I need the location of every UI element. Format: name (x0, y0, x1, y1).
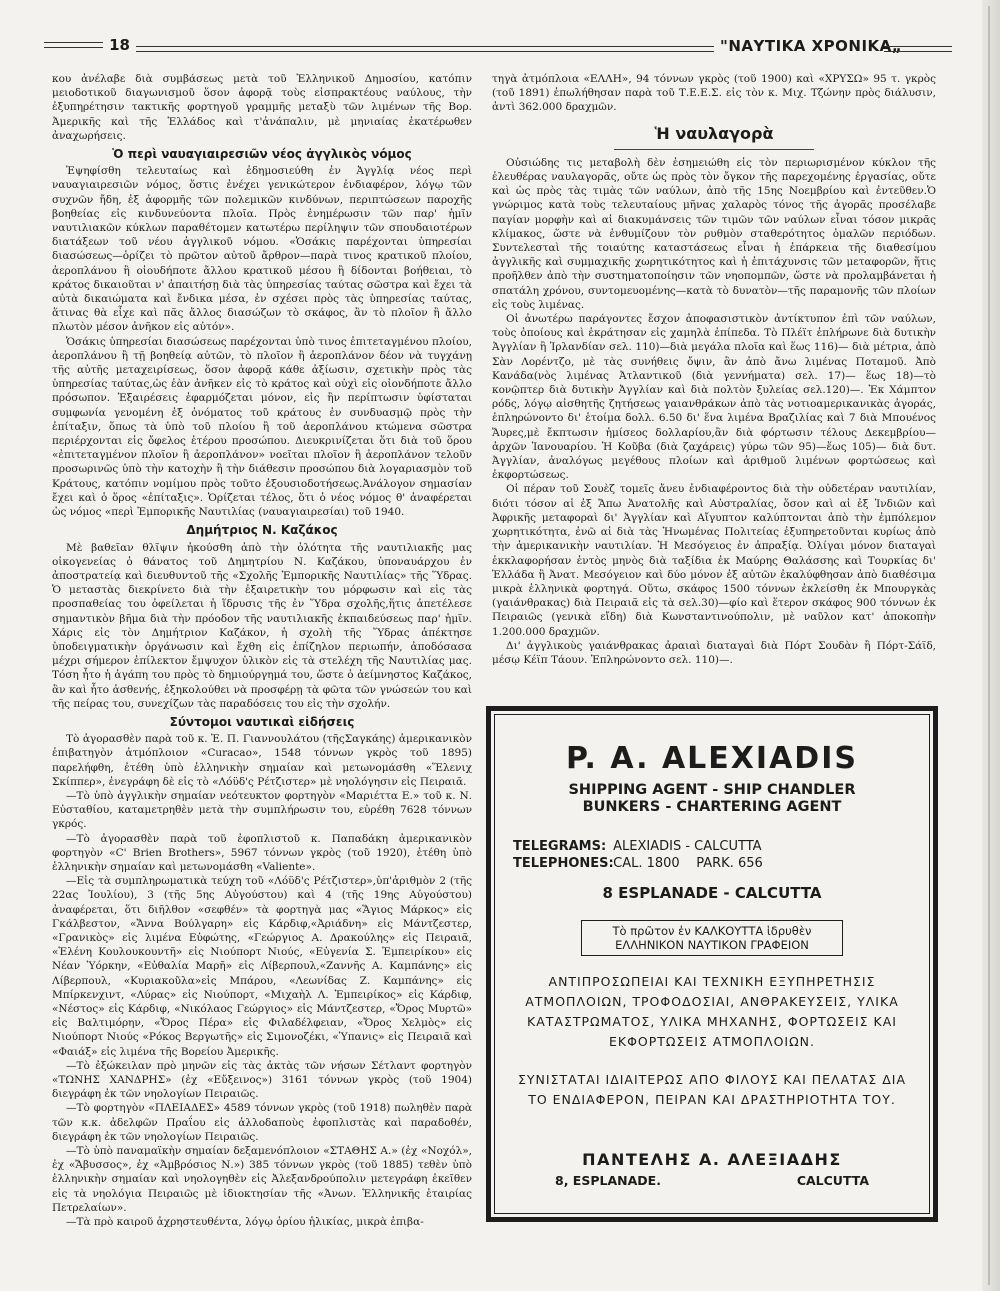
page-number-block (44, 36, 130, 54)
salvage-law-heading: Ὁ περὶ ναυαγιαιρεσιῶν νέος ἀγγλικὸς νόμος (112, 147, 412, 162)
ad-description: ΑΝΤΙΠΡΟΣΩΠΕΙΑΙ ΚΑΙ ΤΕΧΝΙΚΗ ΕΞΥΠΗΡΕΤΗΣΙΣ ΑΤΜΟΠΛΟΙΩΝ, ΤΡΟΦΟΔΟΣΙΑΙ, ΑΝΘΡΑΚΕΥΣΕΙΣ, ΥΛΙΚΑ ΚΑΤΑΣΤΡΩΜΑΤΟΣ, ΥΛΙΚΑ ΜΗΧΑΝΗΣ, ΦΟΡΤΩΣΕΙΣ ΚΑΙ ΕΚΦΟΡΤΩΣΕΙΣ ΑΤΜΟΠΛΟΙΩΝ. (525, 974, 899, 1049)
page-edge (982, 0, 1000, 1291)
page-header (44, 36, 952, 60)
ad-signature-address (555, 1173, 869, 1188)
ad-services-1: SHIPPING AGENT - SHIP CHANDLER (568, 782, 856, 798)
ad-telephones-row (513, 855, 929, 872)
salvage-paragraph-2: Ὁσάκις ὑπηρεσίαι διασώσεως παρέχονται ὑπὸ τινος ἐπιτεταγμένου πλοίου, ἀεροπλάνου ἢ τῇ βοηθείᾳ αὐτῶν, τὸ πλοῖον ἢ ἀεροπλάνον δέον νὰ τυγχάνῃ τῆς αὐτῆς μεταχειρίσεως, ὅσον ἀφορᾷ κάθε ἀξίωσιν, σχετικὴν πρὸς τὰς ὑπηρεσίας ταύτας,ὡς ἐὰν ἀνῆκεν εἰς τὸ κράτος καὶ οὐχὶ εἰς οἱονδήποτε ἄλλο πρόσωπον. Ἐξαιρέσεις ἐφαρμόζεται μόνον, εἰς ἣν περίπτωσιν ὑφίσταται συμφωνία γενομένη ἐξ ὀνόματος τοῦ κράτους ἐν συνδυασμῷ πρὸς τὴν ἐπίταξιν, ὅπως τὰ ὑπὸ τοῦ πλοίου ἢ τοῦ ἀεροπλάνου κτώμενα σῶστρα περιέρχονται εἰς ὄφελος ἑτέρου προσώπου. Διευκρινίζεται ὅτι διὰ τοῦ ὅρου «ἐπιτεταγμένον πλοῖον ἢ ἀεροπλάνον» νοεῖται πλοῖον ἢ ἀεροπλάνον τελοῦν προσωρινῶς ὑπὸ τὴν κατοχὴν ἢ τὴν διάθεσιν προσώπου διὰ λογαριασμὸν τοῦ Κράτους, κατόπιν νομίμου πρὸς τοῦτο ἐξουσιοδοτήσεως.Ἀνάλογον σημασίαν ἔχει καὶ ὁ ὅρος «ἐπίταξις». Ὁρίζεται τέλος, ὅτι ὁ νέος νόμος θ' ἀναφέρεται ὡς νόμος «περὶ Ἐμπορικῆς Ναυτιλίας (ναυαγιαιρεσίαι) τοῦ 1940. (52, 335, 472, 519)
header-rule-right (884, 46, 952, 52)
news-item: —Τὰ πρὸ καιροῦ ἀχρηστευθέντα, λόγῳ ὁρίου ἡλικίας, μικρὰ ἐπιβα- (66, 1216, 424, 1229)
ad-company-name: P. A. ALEXIADIS (566, 741, 858, 776)
charter-paragraph-1: Οὐσιώδης τις μεταβολὴ δὲν ἐσημειώθη εἰς τὸν περιωρισμένον κύκλον τῆς ἐλευθέρας ναυλαγορᾶς, οὔτε ὡς πρὸς τὸν ὄγκον τῆς παρεχομένης ἐργασίας, οὔτε καὶ ὡς πρὸς τὰς τιμὰς τῶν ναύλων, ἀπὸ τῆς 15ης Νοεμβρίου καὶ ἐντεῦθεν.Ὁ γνώριμος κατὰ τοὺς τελευταίους μῆνας χαλαρὸς τόνος τῆς ἀγορᾶς προσέλαβε παγίαν μορφὴν καὶ αἱ διακυμάνσεις τῶν τιμῶν τῶν ναύλων εἶναι τόσον μικρᾶς κλίμακος, ὥστε νὰ ἐνθυμίζουν τὸν ρυθμὸν σταθερότητος ὁμαλῶν περιόδων. Συντελεσταὶ τῆς τοιαύτης καταστάσεως εἶναι ἡ ἐπάρκεια τῆς διαθεσίμου ἀγγλικῆς καὶ συμμαχικῆς χωρητικότητος καὶ ἡ ἐπιτάχυνσις τῶν μεταφορῶν, ἥτις προῆλθεν ἀπὸ τὴν συστηματοποίησιν τῶν νηοπομπῶν, ὥστε νὰ προλαμβάνεται ἡ σπατάλη χρόνου, συντομευομένης—κατὰ τὸ δυνατὸν—τῆς παραμονῆς τῶν πλοίων εἰς τοὺς λιμένας. (492, 156, 936, 311)
news-item: —Τὸ ἀγορασθὲν παρὰ τοῦ ἐφοπλιστοῦ κ. Παπαδάκη ἀμερικανικὸν φορτηγὸν «C' Brien Brothers», 5967 τόννων γκρὸς (τοῦ 1920), ἐτέθη ὑπὸ ἑλληνικὴν σημαίαν καὶ μετωνομάσθη «Valiente». (52, 832, 472, 873)
page-number: 18 (109, 36, 130, 54)
charter-paragraph-3: Οἱ πέραν τοῦ Σουὲζ τομεῖς ἄνευ ἐνδιαφέροντος διὰ τὴν οὐδετέραν ναυτιλίαν, διότι τόσον αἱ ἐξ Ἄπω Ἀνατολῆς καὶ Αὐστραλίας, ὅσον καὶ αἱ ἐξ Ἰνδιῶν καὶ Ἀφρικῆς μεταφοραὶ δι' Ἀγγλίαν καὶ Αἴγυπτον καλύπτονται ἀπὸ τὴν ἐμπόλεμον χωρητικότητα, ἐνῶ αἱ διὰ τὰς Ἡνωμένας Πολιτείας ἐξυπηρετοῦνται κυρίως ἀπὸ τὴν ἀμερικανικὴν ναυτιλίαν. Ἡ Μεσόγειος ἐν ἀπραξίᾳ. Ὀλίγαι μόνον διαταγαὶ ἐκκλαφορήσαν ἐντὸς μηνὸς διὰ ταξίδια ἐκ Μαύρης Θαλάσσης καὶ Τουρκίας δι' Ἑλλάδα ἢ Ἀνατ. Μεσόγειον καὶ δύο μόνον ἐξ αὐτῶν ἐκαλύφθησαν ἀπὸ διαθέσιμα μικρὰ ἑλληνικὰ φορτηγά. Οὕτω, σκάφος 1500 τόννων ἐκλείσθη ἐκ Μπουργκὰς (γαιάνθρακας) διὰ Πειραιᾶ εἰς τὰ σελ.30)—φίο καὶ ἕτερον σκάφος 900 τόννων ἐκ Πειραιῶς (γενικὰ εἴδη) διὰ Κωνσταντινούπολιν, μὲ ναῦλον κατ' ἀποκοπὴν 1.200.000 δραχμῶν. (492, 483, 936, 638)
ad-box-line-1: Τὸ πρῶτον ἐν ΚΑΛΚΟΥΤΤΑ ἱδρυθὲν (612, 924, 812, 938)
ad-contacts (513, 838, 929, 872)
salvage-paragraph-1: Ἐψηφίσθη τελευταίως καὶ ἐδημοσιεύθη ἐν Ἀγγλίᾳ νέος περὶ ναυαγιαιρεσιῶν νόμος, ὅστις ἐνέχει γενικώτερον ἐνδιαφέρον, λόγῳ τῶν συχνῶν ἤδη, ἐξ ἀφορμῆς τῶν πολεμικῶν κινδύνων, περιπτώσεων παροχῆς βοηθείας εἰς κινδυνεύοντα πλοῖα. Πρὸς ἐνημέρωσιν τῶν παρ' ἡμῖν ναυτιλιακῶν κύκλων παραθέτομεν κατωτέρω περίληψιν τῶν σπουδαιοτέρων διατάξεων τοῦ νέου ἀγγλικοῦ νόμου. «Ὁσάκις παρέχονται ὑπηρεσίαι διασώσεως—ὁρίζει τὸ πρῶτον αὐτοῦ ἄρθρον—παρὰ τινος κρατικοῦ πλοίου, ἀεροπλάνου ἢ οἱουδήποτε ἄλλου κρατικοῦ μέσου ἢ δίδονται βοήθειαι, τὸ κράτος δικαιοῦται ν' ἀπαιτήσῃ διὰ τὰς ὑπηρεσίας ταύτας σῶστρα καὶ ἔχει τὰ αὐτὰ δικαιώματα καὶ ἔνδικα μέσα, ἐν σχέσει πρὸς τὰς ὑπηρεσίας ταύτας, ἅτινας θὰ εἶχε καὶ πᾶς ἄλλος διασώζων τὸ σκάφος, ἂν τὸ πλοῖον ἢ ἄλλο πλωτὸν μέσον ἀνῆκον εἰς αὐτόν». (52, 165, 472, 334)
ad-recommendation: ΣΥΝΙΣΤΑΤΑΙ ΙΔΙΑΙΤΕΡΩΣ ΑΠΟ ΦΙΛΟΥΣ ΚΑΙ ΠΕΛΑΤΑΣ ΔΙΑ ΤΟ ΕΝΔΙΑΦΕΡΟΝ, ΠΕΙΡΑΝ ΚΑΙ ΔΡΑΣΤΗΡΙΟΤΗΤΑ ΤΟΥ. (518, 1072, 906, 1107)
ad-telegrams-row (513, 838, 929, 855)
news-item: —Τὸ ὑπὸ παναμαϊκὴν σημαίαν δεξαμενόπλοιον «ΣΤΑΘΗΣ Α.» (ἐχ «Νοχόλ», ἐχ «Ἄβυσσος», ἐχ «Ἀμβρόσιος Ν.») 385 τόννων γκρὸς (τοῦ 1885) τεθὲν ὑπὸ ἑλληνικὴν σημαίαν καὶ νηολογηθὲν εἰς Ἀλεξανδρούπολιν μετεγράφη ἐκεῖθεν εἰς τὰ νηολόγια Πειραιῶς μὲ ἰδιοκτησίαν τῆς «Ἀνων. Ἑλληνικῆς ἑταιρίας Πετρελαίων». (52, 1145, 472, 1214)
news-item: —Τὸ ὑπὸ ἀγγλικὴν σημαίαν νεότευκτον φορτηγὸν «Μαριέττα Ε.» τοῦ κ. Ν. Εὐσταθίου, καταμετρηθὲν μετὰ τὴν συμπλήρωσιν του, εὑρέθη 7628 τόννων γκρός. (52, 789, 472, 831)
charter-market-heading: Ἡ ναυλαγορὰ (654, 123, 774, 143)
right-column (492, 72, 936, 667)
ad-telegrams-value: ALEXIADIS - CALCUTTA (613, 839, 762, 854)
ad-telephones-label: TELEPHONES: (513, 856, 614, 871)
ad-box-line-2: ΕΛΛΗΝΙΚΟΝ ΝΑΥΤΙΚΟΝ ΓΡΑΦΕΙΟΝ (615, 938, 809, 952)
obituary-paragraph: Μὲ βαθεῖαν θλῖψιν ἠκούσθη ἀπὸ τὴν ὁλότητα τῆς ναυτιλιακῆς μας οἰκογενείας ὁ θάνατος τοῦ Δημητρίου Ν. Καζάκου, ὑποναυάρχου ἐν ἀποστρατείᾳ καὶ διευθυντοῦ τῆς «Σχολῆς Ἐμπορικῆς Ναυτιλίας» τῆς Ὕδρας. Ὁ μεταστὰς διεκρίνετο διὰ τὴν ἐξαιρετικὴν του μόρφωσιν καὶ εἰς τὰς προσπαθείας του ὀφείλεται ἡ ἵδρυσις τῆς ἐν Ὕδρα σχολῆς,ἥτις ἀπετέλεσε σημαντικὸν βῆμα διὰ τὴν πρόοδον τῆς ναυτιλιακῆς ἐκπαιδεύσεως παρ' ἡμῖν. Χάρις εἰς τὸν Δημήτριον Καζάκον, ἡ σχολὴ τῆς Ὕδρας ἀπέκτησε ὑποδειγματικὴν ὀργάνωσιν καὶ ἔχθη εἰς ἐπίζηλον περιωπήν, ἀποδόσασα μέχρι σήμερον ἐπίλεκτον ἔμψυχον ὑλικὸν εἰς τὰ στελέχη τῆς Ναυτιλίας μας. Τόση ἦτο ἡ ἀγάπη του πρὸς τὸ δημιούργημά του, ὥστε ὁ ἀείμνηστος Καζάκος, ἂν καὶ ἦτο ἀσθενής, ἐξηκολούθει νὰ προσφέρῃ τὰ φῶτα τῶν γνώσεών του καὶ τῆς πείρας του, συνεχίζων τὰς παραδόσεις του εἰς τὴν σχολήν. (52, 541, 472, 710)
ad-telegrams-label: TELEGRAMS: (513, 839, 607, 854)
journal-title: "ΝΑΥΤΙΚΑ ΧΡΟΝΙΚΑ„ (720, 37, 903, 55)
right-intro-paragraph: τηγὰ ἀτμόπλοια «ΕΛΛΗ», 94 τόννων γκρὸς (τοῦ 1900) καὶ «ΧΡΥΣΩ» 95 τ. γκρὸς (τοῦ 1891) ἐπωλήθησαν παρὰ τοῦ Τ.Ε.Ε.Σ. εἰς τὸν κ. Μιχ. Τζώνην πρὸς διάλυσιν, ἀντὶ 362.000 δραχμῶν. (492, 73, 936, 114)
alexiadis-advertisement (486, 706, 938, 1222)
news-item: —Τὸ φορτηγὸν «ΠΛΕΙΑΔΕΣ» 4589 τόννων γκρὸς (τοῦ 1918) πωληθὲν παρὰ τῶν κ.κ. ἀδελφῶν Πραΐου εἰς ἀλλοδαποὺς ἐφοπλιστὰς καὶ παραδοθέν, διεγράφη ἐκ τῶν νηολογίων Πειραιῶς. (52, 1102, 472, 1143)
header-rule (136, 46, 714, 52)
charter-paragraph-4: Δι' ἀγγλικοὺς γαιάνθρακας ἀραιαὶ διαταγαὶ διὰ Πόρτ Σουδὰν ἢ Πόρτ-Σάϊδ, μέσῳ Κέϊπ Τάουν. Ἐπληρώνοντο σελ. 110)—. (492, 639, 936, 666)
left-column (52, 72, 472, 1229)
news-item: Τὸ ἀγορασθὲν παρὰ τοῦ κ. Ἐ. Π. Γιαννουλάτου (τῆςΣαγκάης) ἀμερικανικὸν ἐπιβατηγὸν ἀτμόπλοιον «Curacao», 1548 τόννων γκρὸς τοῦ 1895) παρελήφθη, ἐτέθη ὑπὸ ἑλληνικὴν σημαίαν καὶ μετωνομάσθη «Ἕλενιχ Σκίππερ», ἐνεγράφη δὲ εἰς τὸ «Λόϋδ'ς Ρέτζιστερ» μὲ νηολόγησιν εἰς Πειραιᾶ. (52, 733, 472, 788)
ad-signature-city: CALCUTTA (796, 1173, 869, 1188)
charter-paragraph-2: Οἱ ἀνωτέρω παράγοντες ἔσχον ἀποφασιστικὸν ἀντίκτυπον ἐπὶ τῶν ναύλων, τοὺς ὁποίους καὶ ἐκράτησαν εἰς χαμηλὰ ἐπίπεδα. Τὸ Πλέϊτ ἐπλήρωνε διὰ δυτικὴν Ἀγγλίαν ἢ Ἰρλανδίαν σελ. 110)—διὰ μεγάλα πλοῖα καὶ ἕως 116)— διὰ μέτρια, ἀπὸ Σὰν Λορέντζο, μὲ τὰς συνήθεις ὄψιν, ἂν ἀπὸ ἄνω λιμένας Ποταμοῦ. Ἀπὸ Κανάδα(νὸς λιμένας Ἀτλαντικοῦ (διὰ γεννήματα) σελ. 17)— ἕως 18)—τὸ κονῷπτερ διὰ δυτικὴν Ἀγγλίαν καὶ διὰ πολτὸν ξυλείας σελ.120)—. Ἐκ Χάμπτον ρόδς, λόγῳ αἰσθητῆς ζητήσεως γαιανθράκων ἀπὸ τὰς νοτιοαμερικανικὰς ἀγοράς, ἐπληρώνοντο δι' ἑτοίμα δολλ. 6.50 δι' ἕνα λιμένα Βραζιλίας καὶ 7 διὰ Μπουένος Ἄυρες,μὲ ἔκπτωσιν ἡμίσεος δολλαρίου,ἂν διὰ φόρτωσιν τέλους Δεκεμβρίου—ἀρχῶν Ἰανουαρίου. Ἡ Κοῦβα (διὰ ζαχάρεις) γύρω τῶν 95)—ἕως 105)— διὰ δυτ. Ἀγγλίαν, ἀναλόγως μεγέθους πλοίων καὶ ἀριθμοῦ λιμένων φορτώσεως καὶ ἐκφορτώσεως. (492, 313, 936, 482)
ad-services-2: BUNKERS - CHARTERING AGENT (582, 799, 842, 815)
news-item: —Τὸ ἐξώκειλαν πρὸ μηνῶν εἰς τὰς ἀκτὰς τῶν νήσων Σέτλαντ φορτηγὸν «ΤΩΝΗΣ ΧΑΝΔΡΗΣ» (ἐχ «Εὔξεινος») 3161 τόννων γκρὸς (τοῦ 1904) διεγράφη ἐκ τῶν νηολογίων Πειραιῶς. (52, 1059, 472, 1101)
intro-paragraph: κου ἀνέλαβε διὰ συμβάσεως μετὰ τοῦ Ἑλληνικοῦ Δημοσίου, κατόπιν μειοδοτικοῦ διαγωνισμοῦ ὅσον ἀφορᾷ τοὺς εἰσπρακτέους ναύλους, τὴν ἐξυπηρέτησιν τακτικῆς φορτηγοῦ γραμμῆς μεταξὺ τῶν λιμένων τῆς Βορ. Ἀμερικῆς καὶ τῆς Ἑλλάδος καὶ τ'ἀνάπαλιν, μὲ μηνιαίας ἑκατέρωθεν ἀναχωρήσεις. (52, 73, 472, 142)
ad-telephones-value: CAL. 1800 PARK. 656 (613, 856, 763, 871)
ad-signature-name: ΠΑΝΤΕΛΗΣ Α. ΑΛΕΞΙΑΔΗΣ (582, 1150, 842, 1169)
ad-greek-office-box (581, 920, 843, 956)
ad-inner-frame (494, 714, 930, 1214)
ad-address: 8 ESPLANADE - CALCUTTA (602, 884, 822, 902)
obituary-heading: Δημήτριος Ν. Καζάκος (186, 523, 338, 538)
news-item: —Εἰς τὰ συμπληρωματικὰ τεύχη τοῦ «Λόϋδ'ς Ρέτζιστερ»,ὑπ'ἀριθμὸν 2 (τῆς 22ας Ἰουλίου), 3 (τῆς 5ης Αὐγούστου) καὶ 4 (τῆς 19ης Αὐγούστου) ἀναφέρεται, ὅτι διῆλθον «σεφθέν» τὰ φορτηγὰ μας «Ἅγιος Μάρκος» εἰς Γκάλβεστον, «Ἄννα Βούλγαρη» εἰς Κάρδιφ,«Ἀριάδνη» εἰς Μάντζεστερ, «Γρανικὸς» εἰς λιμένα Εὐφώτης, «Γεώργιος Α. Δρακούλης» εἰς Πειραιᾶ, «Ἑλένη Κουλουκουντῆ» εἰς Νιούπορτ Νιούς, «Εὐγενία Σ. Ἐμπειρίκου» εἰς Νέαν Ὑόρκην, «Εὐθαλία Μαρῆ» εἰς Λίβερπουλ,«Ζαννῆς Α. Καμπάνης» εἰς Λίβερπουλ, «Κυριακοῦλα»εἰς Μπάρου, «Λεωνίδας Ζ. Καμπάνης» εἰς Μπίρκενχιντ, «Λύρας» εἰς Νιούπορτ, «Μιχαὴλ Λ. Ἐμπειρίκος» εἰς Κάρδιφ, «Νέστος» εἰς Κάρδιφ, «Νικόλαος Γεώργιος» εἰς Μάντζεστερ, «Ὄρος Μυρτῶ» εἰς Βαλτιμόρην, «Ὄρος Πέρα» εἰς Φιλαδέλφειαν, «Ὄρος Χελμὸς» εἰς Νιούπορτ Νιούς «Ρόκος Βεργωτῆς» εἰς Σιμονοζέκι, «Ὑπανις» εἰς Πειραιᾶ καὶ «Φαιάξ» εἰς λιμένα τῆς Βορείου Ἀμερικῆς. (52, 875, 472, 1058)
ad-signature-street: 8, ESPLANADE. (555, 1173, 661, 1188)
news-heading: Σύντομοι ναυτικαὶ εἰδήσεις (169, 714, 355, 729)
heading-rule (614, 149, 814, 150)
